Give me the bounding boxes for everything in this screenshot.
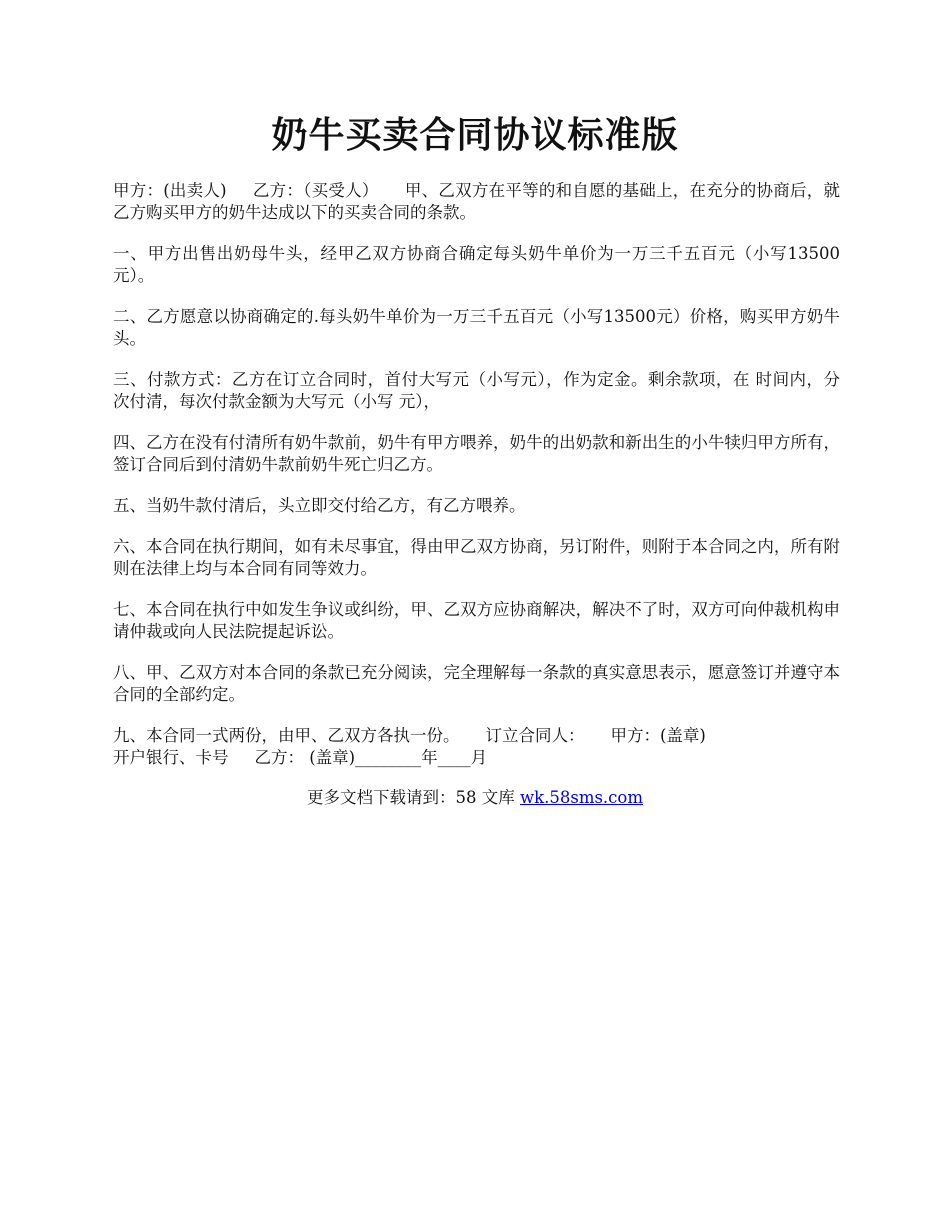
intro-text: 甲、乙双方在平等的和自愿的基础上，在充分的协商后，就乙方购买甲方的奶牛达成以下的买卖合同的条款。 (113, 181, 841, 222)
clause-8: 八、甲、乙双方对本合同的条款已充分阅读，完全理解每一条款的真实意思表示，愿意签订并遵守本合同的全部约定。 (113, 663, 840, 704)
clause-7: 七、本合同在执行中如发生争议或纠纷，甲、乙双方应协商解决，解决不了时，双方可向仲裁机构申请仲裁或向人民法院提起诉讼。 (113, 600, 840, 641)
download-footer (0, 787, 950, 809)
clause-3: 三、付款方式：乙方在订立合同时，首付大写元（小写元），作为定金。剩余款项，在 时间内，分 次付清，每次付款金额为大写元（小写 元）， (113, 370, 840, 411)
party-b-label: 乙方：（买受人） (252, 181, 379, 200)
bank-account-label: 开户银行、卡号 (113, 748, 229, 767)
clause-4: 四、乙方在没有付清所有奶牛款前，奶牛有甲方喂养，奶牛的出奶款和新出生的小牛犊归甲方所有，签订合同后到付清奶牛款前奶牛死亡归乙方。 (113, 433, 840, 474)
clause-2: 二、乙方愿意以协商确定的.每头奶牛单价为一万三千五百元（小写13500元）价格，购买甲方奶牛 头。 (113, 307, 840, 348)
document-body (113, 180, 840, 769)
party-a-seal: 甲方：(盖章) (610, 726, 706, 745)
footer-link[interactable]: wk.58sms.com (519, 788, 643, 807)
party-b-seal: 乙方： (盖章)________年____月 (254, 748, 488, 767)
intro-paragraph (113, 180, 840, 224)
party-a-label: 甲方：(出卖人) (113, 181, 227, 200)
signatories-label: 订立合同人： (485, 726, 585, 745)
closing-paragraph (113, 725, 840, 769)
clause-9: 九、本合同一式两份，由甲、乙双方各执一份。 (113, 726, 460, 745)
clause-6: 六、本合同在执行期间，如有未尽事宜，得由甲乙双方协商，另订附件，则附于本合同之内，所有附则在法律上均与本合同有同等效力。 (113, 537, 840, 578)
footer-prefix: 更多文档下载请到：58 文库 (306, 788, 520, 807)
clause-5: 五、当奶牛款付清后，头立即交付给乙方，有乙方喂养。 (113, 496, 526, 515)
document-title: 奶牛买卖合同协议标准版 (271, 114, 679, 156)
clause-1: 一、甲方出售出奶母牛头，经甲乙双方协商合确定每头奶牛单价为一万三千五百元（小写13500元）。 (113, 244, 840, 285)
